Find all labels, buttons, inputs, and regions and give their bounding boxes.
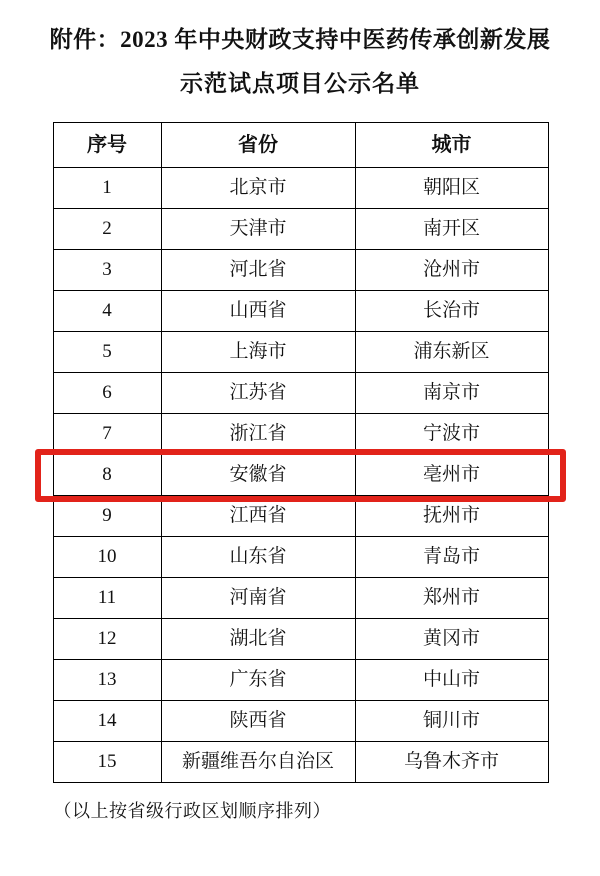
- cell-no: 2: [53, 209, 161, 250]
- table-row: [53, 742, 548, 783]
- table-row: [53, 209, 548, 250]
- cell-no: 13: [53, 660, 161, 701]
- table-row: [53, 496, 548, 537]
- cell-province: 江西省: [161, 496, 355, 537]
- cell-no: 3: [53, 250, 161, 291]
- project-list-table: [53, 122, 549, 783]
- cell-province: 天津市: [161, 209, 355, 250]
- cell-city: 南开区: [355, 209, 548, 250]
- cell-city: 浦东新区: [355, 332, 548, 373]
- cell-province: 湖北省: [161, 619, 355, 660]
- cell-no: 11: [53, 578, 161, 619]
- cell-city: 乌鲁木齐市: [355, 742, 548, 783]
- cell-city: 宁波市: [355, 414, 548, 455]
- cell-city: 长治市: [355, 291, 548, 332]
- table-row: [53, 168, 548, 209]
- table-row: [53, 291, 548, 332]
- title-line-1: 附件：2023 年中央财政支持中医药传承创新发展: [49, 27, 551, 52]
- cell-province: 河北省: [161, 250, 355, 291]
- cell-province: 上海市: [161, 332, 355, 373]
- cell-no: 10: [53, 537, 161, 578]
- table-row: [53, 578, 548, 619]
- cell-no: 8: [53, 455, 161, 496]
- table-body: [53, 168, 548, 783]
- cell-province: 陕西省: [161, 701, 355, 742]
- cell-no: 5: [53, 332, 161, 373]
- cell-no: 1: [53, 168, 161, 209]
- cell-province: 河南省: [161, 578, 355, 619]
- cell-city: 青岛市: [355, 537, 548, 578]
- cell-no: 6: [53, 373, 161, 414]
- table-row: [53, 701, 548, 742]
- table-row: [53, 619, 548, 660]
- title-line-2: 示范试点项目公示名单: [180, 71, 420, 96]
- table-row: [53, 250, 548, 291]
- cell-province: 山西省: [161, 291, 355, 332]
- cell-no: 7: [53, 414, 161, 455]
- project-list-table-wrapper: [53, 122, 548, 783]
- cell-province: 江苏省: [161, 373, 355, 414]
- table-row: [53, 332, 548, 373]
- cell-province: 北京市: [161, 168, 355, 209]
- cell-city: 郑州市: [355, 578, 548, 619]
- cell-province: 山东省: [161, 537, 355, 578]
- column-header-city: 城市: [355, 123, 548, 168]
- column-header-no: 序号: [53, 123, 161, 168]
- cell-province: 新疆维吾尔自治区: [161, 742, 355, 783]
- document-title: [0, 0, 600, 106]
- cell-no: 12: [53, 619, 161, 660]
- table-header-row: [53, 123, 548, 168]
- cell-city: 抚州市: [355, 496, 548, 537]
- cell-province: 浙江省: [161, 414, 355, 455]
- cell-city: 沧州市: [355, 250, 548, 291]
- cell-no: 15: [53, 742, 161, 783]
- cell-city: 南京市: [355, 373, 548, 414]
- table-row: [53, 414, 548, 455]
- footnote-text: （以上按省级行政区划顺序排列）: [53, 801, 331, 821]
- cell-province: 安徽省: [161, 455, 355, 496]
- cell-city: 铜川市: [355, 701, 548, 742]
- table-row: [53, 373, 548, 414]
- cell-no: 9: [53, 496, 161, 537]
- cell-no: 4: [53, 291, 161, 332]
- table-row: [53, 537, 548, 578]
- cell-city: 朝阳区: [355, 168, 548, 209]
- cell-province: 广东省: [161, 660, 355, 701]
- cell-city: 黄冈市: [355, 619, 548, 660]
- table-row-highlighted: [53, 455, 548, 496]
- cell-city: 亳州市: [355, 455, 548, 496]
- column-header-province: 省份: [161, 123, 355, 168]
- table-row: [53, 660, 548, 701]
- cell-city: 中山市: [355, 660, 548, 701]
- cell-no: 14: [53, 701, 161, 742]
